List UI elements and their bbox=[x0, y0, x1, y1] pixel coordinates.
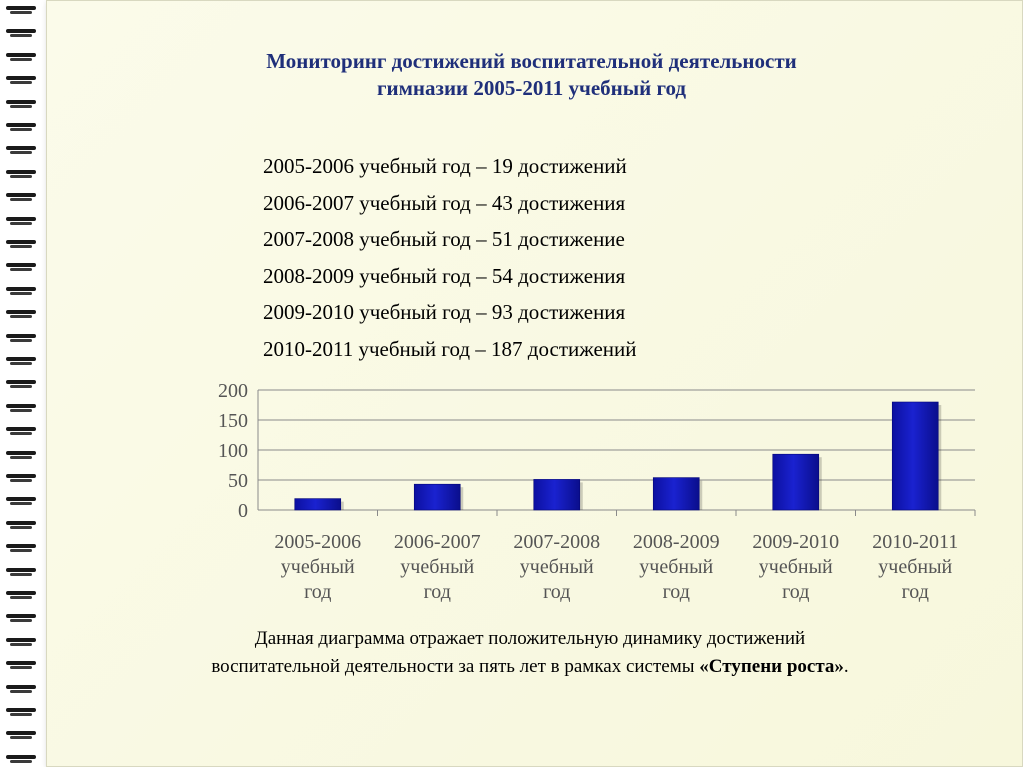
y-tick-label: 200 bbox=[218, 380, 248, 402]
spiral-ring bbox=[6, 170, 36, 178]
bar bbox=[534, 479, 580, 510]
x-tick-label: 2008-2009 bbox=[632, 531, 720, 553]
spiral-ring bbox=[6, 29, 36, 37]
spiral-ring bbox=[6, 731, 36, 739]
caption-period: . bbox=[843, 656, 849, 677]
list-item: 2007-2008 учебный год – 51 достижение bbox=[263, 227, 625, 251]
achievements-list bbox=[263, 150, 637, 369]
x-tick-label: учебный bbox=[519, 556, 594, 578]
spiral-ring bbox=[6, 521, 36, 529]
spiral-ring bbox=[6, 287, 36, 295]
chart-caption bbox=[100, 625, 960, 681]
spiral-ring bbox=[6, 591, 36, 599]
bar bbox=[773, 454, 819, 510]
y-tick-label: 150 bbox=[218, 410, 248, 432]
spiral-ring bbox=[6, 380, 36, 388]
x-tick-label: год bbox=[662, 581, 690, 603]
x-tick-label: 2006-2007 bbox=[393, 531, 481, 553]
spiral-ring bbox=[6, 755, 36, 763]
spiral-ring bbox=[6, 685, 36, 693]
spiral-ring bbox=[6, 708, 36, 716]
list-item: 2009-2010 учебный год – 93 достижения bbox=[263, 300, 626, 324]
spiral-ring bbox=[6, 357, 36, 365]
spiral-ring bbox=[6, 146, 36, 154]
x-tick-label: учебный bbox=[639, 556, 714, 578]
spiral-ring bbox=[6, 474, 36, 482]
caption-line-1: Данная диаграмма отражает положительную динамику достижений bbox=[254, 628, 806, 649]
title-line-1: Мониторинг достижений воспитательной деятельности bbox=[266, 49, 797, 73]
spiral-ring bbox=[6, 661, 36, 669]
spiral-ring bbox=[6, 123, 36, 131]
y-tick-label: 0 bbox=[238, 500, 248, 522]
spiral-ring bbox=[6, 404, 36, 412]
spiral-ring bbox=[6, 193, 36, 201]
spiral-ring bbox=[6, 310, 36, 318]
spiral-ring bbox=[6, 217, 36, 225]
achievements-bar-chart bbox=[190, 370, 990, 620]
bar bbox=[414, 484, 460, 510]
x-tick-label: год bbox=[543, 581, 571, 603]
x-tick-label: год bbox=[782, 581, 810, 603]
y-tick-label: 50 bbox=[228, 470, 248, 492]
x-tick-label: 2009-2010 bbox=[752, 531, 840, 553]
list-item: 2006-2007 учебный год – 43 достижения bbox=[263, 190, 626, 215]
spiral-ring bbox=[6, 334, 36, 342]
caption-line-2 bbox=[100, 653, 960, 681]
spiral-binding bbox=[0, 0, 46, 767]
list-item: 2008-2009 учебный год – 54 достижения bbox=[263, 263, 626, 288]
title-line-2: гимназии 2005-2011 учебный год bbox=[376, 76, 687, 100]
spiral-ring bbox=[6, 568, 36, 576]
spiral-ring bbox=[6, 544, 36, 552]
x-tick-label: 2010-2011 bbox=[872, 531, 959, 553]
caption-system-name: «Ступени роста» bbox=[699, 656, 844, 677]
x-tick-label: год bbox=[423, 581, 451, 603]
bar bbox=[892, 402, 938, 510]
spiral-ring bbox=[6, 451, 36, 459]
spiral-ring bbox=[6, 263, 36, 271]
x-tick-label: учебный bbox=[758, 556, 833, 578]
x-tick-label: учебный bbox=[878, 556, 953, 578]
x-tick-label: 2007-2008 bbox=[513, 531, 601, 553]
bar bbox=[295, 499, 341, 510]
caption-text: воспитательной деятельности за пять лет в рамках системы bbox=[211, 656, 700, 677]
page-title bbox=[0, 48, 1023, 102]
spiral-ring bbox=[6, 240, 36, 248]
spiral-ring bbox=[6, 497, 36, 505]
y-tick-label: 100 bbox=[218, 440, 248, 462]
x-tick-label: год bbox=[901, 581, 929, 603]
x-tick-label: 2005-2006 bbox=[274, 531, 362, 553]
list-item: 2005-2006 учебный год – 19 достижений bbox=[263, 154, 627, 178]
spiral-ring bbox=[6, 614, 36, 622]
spiral-ring bbox=[6, 427, 36, 435]
x-tick-label: учебный bbox=[280, 556, 355, 578]
list-item: 2010-2011 учебный год – 187 достижений bbox=[263, 336, 637, 361]
spiral-ring bbox=[6, 638, 36, 646]
x-tick-label: учебный bbox=[400, 556, 475, 578]
spiral-ring bbox=[6, 6, 36, 14]
bar bbox=[653, 478, 699, 510]
x-tick-label: год bbox=[304, 581, 332, 603]
